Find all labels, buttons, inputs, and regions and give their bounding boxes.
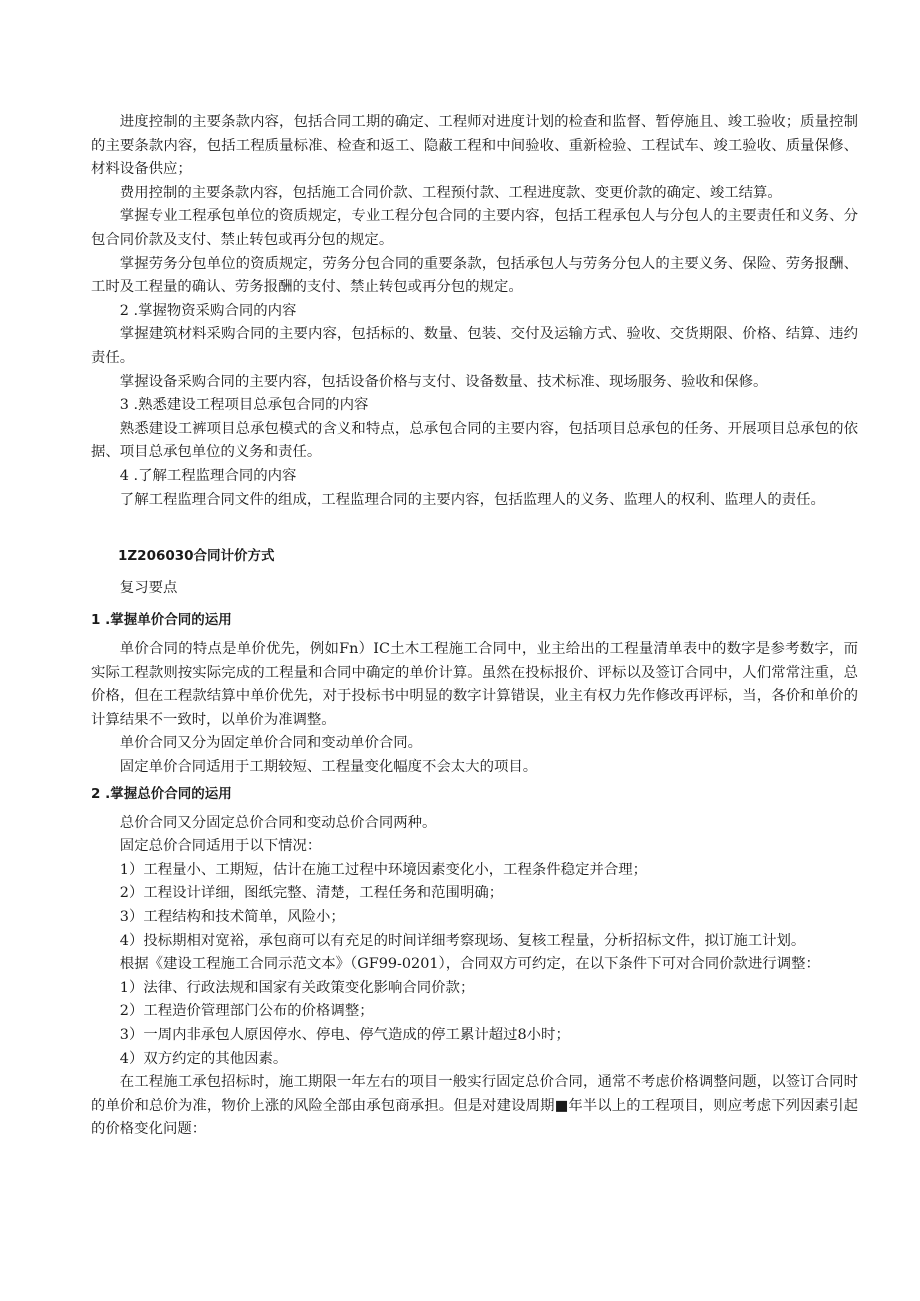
paragraph-fixed-lump-sum-conditions: 固定总价合同适用于以下情况： [119, 838, 322, 855]
paragraph-general-contract: 熟悉建设工裤项目总承包模式的含义和特点，总承包合同的主要内容，包括项目总承包的任务、开展项目总承包的依据、项目总承包单位的义务和责任。 [91, 420, 858, 461]
item-heading-material-procurement: 2 .掌握物资采购合同的内容 [119, 302, 297, 319]
heading-lump-sum-contract: 2 .掌握总价合同的运用 [91, 785, 232, 802]
paragraph-cost-control: 费用控制的主要条款内容，包括施工合同价款、工程预付款、工程进度款、变更价款的确定、竣工结算。 [119, 184, 782, 201]
heading-unit-price-contract: 1 .掌握单价合同的运用 [91, 612, 232, 629]
paragraph-supervision-contract: 了解工程监理合同文件的组成，工程监理合同的主要内容，包括监理人的义务、监理人的权利、监理人的责任。 [119, 491, 825, 508]
paragraph-labor-subcontract: 掌握劳务分包单位的资质规定，劳务分包合同的重要条款，包括承包人与劳务分包人的主要义务、保险、劳务报酬、工时及工程量的确认、劳务报酬的支付、禁止转包或再分包的规定。 [91, 255, 858, 296]
list-item-condition-4: 4）投标期相对宽裕，承包商可以有充足的时间详细考察现场、复核工程量，分析招标文件，拟订施工计划。 [119, 932, 806, 949]
paragraph-progress-quality-control: 进度控制的主要条款内容，包括合同工期的确定、工程师对进度计划的检查和监督、暂停施且、竣工验收；质量控制的主要条款内容，包括工程质量标准、检查和返工、隐蔽工程和中间验收、重新检验、工程试车、竣工验收、质量保修、材料设备供应； [91, 114, 858, 178]
review-heading: 复习要点 [119, 580, 178, 597]
paragraph-price-change-risk: 在工程施工承包招标时，施工期限一年左右的项目一般实行固定总价合同，通常不考虑价格调整问题，以签订合同时的单价和总价为准，物价上涨的风险全部由承包商承担。但是对建设周期■年半以上的工程项目，则应考虑下列因素引起的价格变化问题： [91, 1074, 858, 1138]
list-item-adjustment-2: 2）工程造价管理部门公布的价格调整； [119, 1003, 374, 1020]
list-item-adjustment-1: 1）法律、行政法规和国家有关政策变化影响合同价款； [119, 979, 475, 996]
list-item-condition-1: 1）工程量小、工期短，估计在施工过程中环境因素变化小，工程条件稳定并合理； [119, 861, 648, 878]
paragraph-price-adjustment-basis: 根据《建设工程施工合同示范文本》（GF99-0201），合同双方可约定，在以下条件下可对合同价款进行调整： [119, 956, 820, 973]
paragraph-specialty-subcontract: 掌握专业工程承包单位的资质规定，专业工程分包合同的主要内容，包括工程承包人与分包人的主要责任和义务、分包合同价款及支付、禁止转包或再分包的规定。 [91, 208, 858, 248]
list-item-condition-2: 2）工程设计详细，图纸完整、清楚，工程任务和范围明确； [119, 885, 504, 902]
list-item-condition-3: 3）工程结构和技术简单，风险小； [119, 909, 345, 926]
list-item-adjustment-3: 3）一周内非承包人原因停水、停电、停气造成的停工累计超过8小时； [119, 1027, 570, 1043]
paragraph-material-procurement: 掌握建筑材料采购合同的主要内容，包括标的、数量、包装、交付及运输方式、验收、交货期限、价格、结算、违约责任。 [91, 326, 858, 366]
paragraph-lump-sum-types: 总价合同又分固定总价合同和变动总价合同两种。 [119, 814, 437, 831]
section-title: 1Z206030合同计价方式 [118, 548, 275, 565]
paragraph-fixed-unit-price: 固定单价合同适用于工期较短、工程量变化幅度不会太大的项目。 [119, 759, 538, 776]
paragraph-unit-price-features: 单价合同的特点是单价优先，例如Fn）IC土木工程施工合同中，业主给出的工程量清单表中的数字是参考数字，而实际工程款则按实际完成的工程量和合同中确定的单价计算。虽然在投标报价、评标以及签订合同中，人们常常注重，总价格，但在工程款结算中单价优先，对于投标书中明显的数字计算错误，业主有权力先作修改再评标，当，各价和单价的计算结果不一致时，以单价为准调整。 [91, 641, 858, 728]
paragraph-unit-price-types: 单价合同又分为固定单价合同和变动单价合同。 [119, 735, 423, 752]
item-heading-supervision-contract: 4 .了解工程监理合同的内容 [119, 467, 297, 484]
paragraph-equipment-procurement: 掌握设备采购合同的主要内容，包括设备价格与支付、设备数量、技术标准、现场服务、验收和保修。 [119, 373, 768, 390]
list-item-adjustment-4: 4）双方约定的其他因素。 [119, 1050, 288, 1067]
item-heading-general-contract: 3 .熟悉建设工程项目总承包合同的内容 [119, 397, 369, 414]
